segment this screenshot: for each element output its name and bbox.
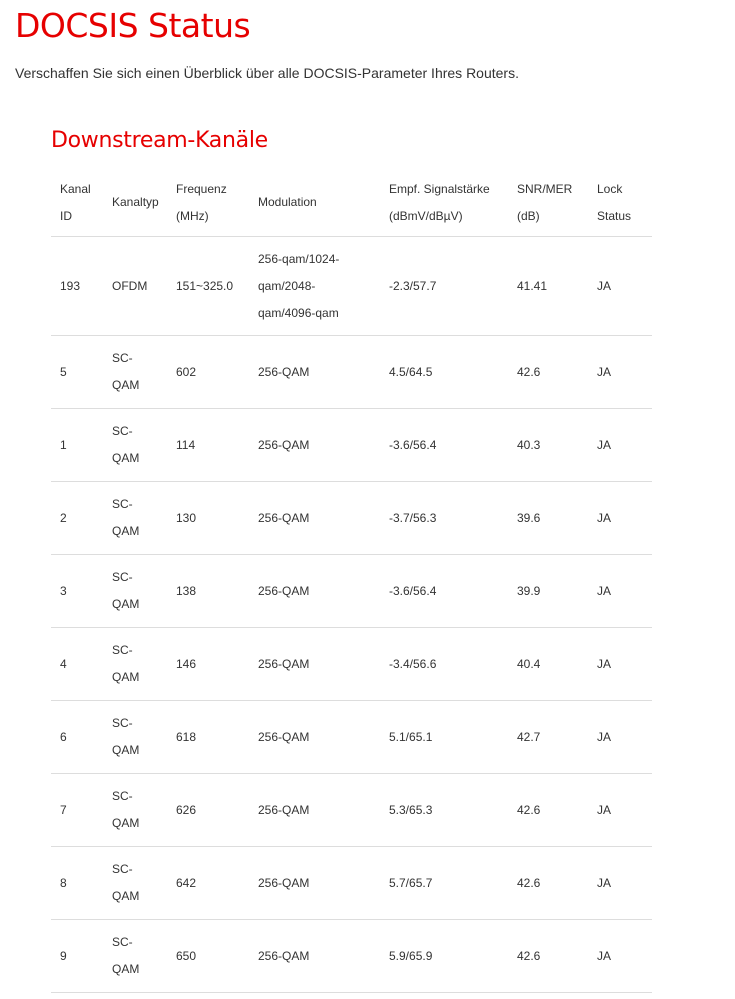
cell-signal-power: -3.7/56.3 bbox=[380, 482, 508, 555]
column-header-channel-id: Kanal ID bbox=[51, 169, 103, 237]
table-row bbox=[51, 628, 652, 701]
column-header-snr-mer: SNR/MER (dB) bbox=[508, 169, 588, 237]
table-row bbox=[51, 920, 652, 993]
column-header-signal-power: Empf. Signalstärke (dBmV/dBµV) bbox=[380, 169, 508, 237]
cell-signal-power: -3.6/56.4 bbox=[380, 409, 508, 482]
cell-signal-power: 5.3/65.3 bbox=[380, 774, 508, 847]
cell-lock-status: JA bbox=[588, 237, 652, 336]
cell-lock-status: JA bbox=[588, 774, 652, 847]
table-row bbox=[51, 409, 652, 482]
cell-modulation: 256-QAM bbox=[249, 555, 380, 628]
table-row bbox=[51, 847, 652, 920]
downstream-section-title: Downstream-Kanäle bbox=[51, 128, 268, 153]
downstream-table-body bbox=[51, 237, 652, 993]
cell-snr-mer: 42.6 bbox=[508, 920, 588, 993]
cell-channel-id: 7 bbox=[51, 774, 103, 847]
cell-lock-status: JA bbox=[588, 701, 652, 774]
cell-channel-type: SC-QAM bbox=[103, 482, 167, 555]
cell-signal-power: -3.4/56.6 bbox=[380, 628, 508, 701]
cell-snr-mer: 42.7 bbox=[508, 701, 588, 774]
cell-frequency: 626 bbox=[167, 774, 249, 847]
cell-snr-mer: 39.9 bbox=[508, 555, 588, 628]
cell-channel-type: SC-QAM bbox=[103, 774, 167, 847]
table-row bbox=[51, 237, 652, 336]
cell-modulation: 256-QAM bbox=[249, 701, 380, 774]
table-row bbox=[51, 701, 652, 774]
cell-modulation: 256-QAM bbox=[249, 774, 380, 847]
cell-frequency: 138 bbox=[167, 555, 249, 628]
cell-modulation: 256-QAM bbox=[249, 336, 380, 409]
cell-channel-id: 193 bbox=[51, 237, 103, 336]
cell-lock-status: JA bbox=[588, 482, 652, 555]
cell-channel-type: SC-QAM bbox=[103, 336, 167, 409]
cell-frequency: 151~325.0 bbox=[167, 237, 249, 336]
cell-modulation: 256-qam/1024-qam/2048-qam/4096-qam bbox=[249, 237, 380, 336]
column-header-channel-type: Kanaltyp bbox=[103, 169, 167, 237]
cell-lock-status: JA bbox=[588, 555, 652, 628]
cell-signal-power: -2.3/57.7 bbox=[380, 237, 508, 336]
cell-signal-power: 5.1/65.1 bbox=[380, 701, 508, 774]
cell-snr-mer: 39.6 bbox=[508, 482, 588, 555]
downstream-table-header bbox=[51, 169, 652, 237]
downstream-table bbox=[51, 169, 652, 993]
cell-channel-id: 2 bbox=[51, 482, 103, 555]
cell-lock-status: JA bbox=[588, 336, 652, 409]
cell-snr-mer: 40.3 bbox=[508, 409, 588, 482]
cell-frequency: 602 bbox=[167, 336, 249, 409]
cell-modulation: 256-QAM bbox=[249, 628, 380, 701]
cell-channel-type: SC-QAM bbox=[103, 409, 167, 482]
cell-channel-type: SC-QAM bbox=[103, 920, 167, 993]
cell-modulation: 256-QAM bbox=[249, 920, 380, 993]
cell-signal-power: 5.7/65.7 bbox=[380, 847, 508, 920]
cell-channel-id: 6 bbox=[51, 701, 103, 774]
cell-channel-id: 9 bbox=[51, 920, 103, 993]
cell-modulation: 256-QAM bbox=[249, 847, 380, 920]
cell-signal-power: -3.6/56.4 bbox=[380, 555, 508, 628]
cell-frequency: 650 bbox=[167, 920, 249, 993]
cell-frequency: 130 bbox=[167, 482, 249, 555]
cell-signal-power: 5.9/65.9 bbox=[380, 920, 508, 993]
table-row bbox=[51, 555, 652, 628]
cell-channel-id: 8 bbox=[51, 847, 103, 920]
cell-snr-mer: 42.6 bbox=[508, 336, 588, 409]
column-header-frequency: Frequenz (MHz) bbox=[167, 169, 249, 237]
cell-snr-mer: 41.41 bbox=[508, 237, 588, 336]
cell-frequency: 618 bbox=[167, 701, 249, 774]
page-intro: Verschaffen Sie sich einen Überblick über alle DOCSIS-Parameter Ihres Routers. bbox=[15, 65, 519, 81]
cell-channel-id: 1 bbox=[51, 409, 103, 482]
cell-snr-mer: 42.6 bbox=[508, 847, 588, 920]
table-row bbox=[51, 774, 652, 847]
page-title: DOCSIS Status bbox=[15, 6, 251, 45]
cell-channel-type: SC-QAM bbox=[103, 555, 167, 628]
cell-channel-type: SC-QAM bbox=[103, 847, 167, 920]
cell-channel-type: SC-QAM bbox=[103, 628, 167, 701]
cell-lock-status: JA bbox=[588, 847, 652, 920]
cell-channel-type: SC-QAM bbox=[103, 701, 167, 774]
cell-snr-mer: 40.4 bbox=[508, 628, 588, 701]
column-header-modulation: Modulation bbox=[249, 169, 380, 237]
cell-frequency: 114 bbox=[167, 409, 249, 482]
cell-signal-power: 4.5/64.5 bbox=[380, 336, 508, 409]
cell-frequency: 146 bbox=[167, 628, 249, 701]
header-row bbox=[51, 169, 652, 237]
cell-channel-id: 5 bbox=[51, 336, 103, 409]
cell-lock-status: JA bbox=[588, 920, 652, 993]
cell-modulation: 256-QAM bbox=[249, 482, 380, 555]
cell-channel-type: OFDM bbox=[103, 237, 167, 336]
cell-channel-id: 3 bbox=[51, 555, 103, 628]
column-header-lock-status: Lock Status bbox=[588, 169, 652, 237]
cell-lock-status: JA bbox=[588, 409, 652, 482]
cell-lock-status: JA bbox=[588, 628, 652, 701]
table-row bbox=[51, 482, 652, 555]
table-row bbox=[51, 336, 652, 409]
cell-snr-mer: 42.6 bbox=[508, 774, 588, 847]
cell-frequency: 642 bbox=[167, 847, 249, 920]
cell-modulation: 256-QAM bbox=[249, 409, 380, 482]
cell-channel-id: 4 bbox=[51, 628, 103, 701]
